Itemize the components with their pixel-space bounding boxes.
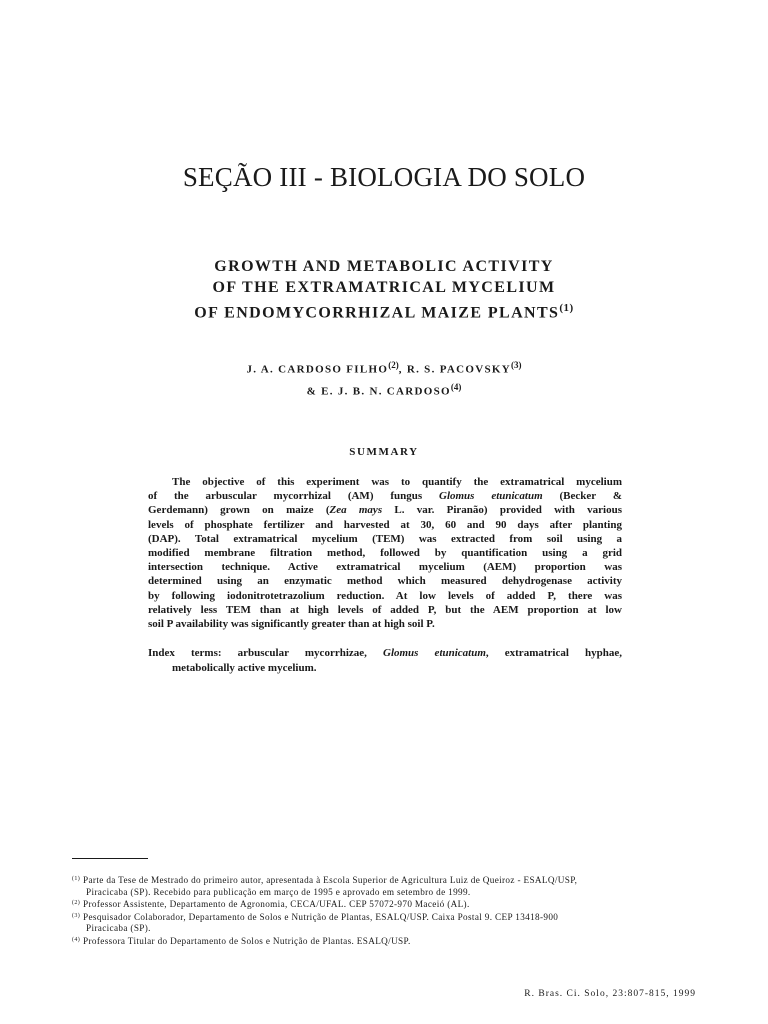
summary-line: (DAP). Total extramatrical mycelium (TEM) was extracted from soil using a bbox=[148, 532, 622, 545]
footnote-2 bbox=[72, 898, 698, 911]
species-name: Glomus etunicatum bbox=[439, 490, 543, 503]
title-line-1: GROWTH AND METABOLIC ACTIVITY bbox=[214, 258, 554, 275]
summary-heading: SUMMARY bbox=[349, 446, 419, 458]
footnote-text-cont: Piracicaba (SP). bbox=[86, 923, 151, 933]
footnote-mark: (1) bbox=[72, 876, 81, 882]
summary-line: levels of phosphate fertilizer and harvested at 30, 60 and 90 days after planting bbox=[148, 518, 622, 531]
footnote-mark: (4) bbox=[72, 936, 81, 943]
summary-text: L. var. Piranão) provided with various bbox=[382, 504, 622, 517]
summary-paragraph bbox=[148, 475, 622, 631]
author-1: J. A. CARDOSO FILHO bbox=[246, 363, 389, 376]
author-2: , R. S. PACOVSKY bbox=[398, 363, 512, 376]
summary-text: of the arbuscular mycorrhizal (AM) fungus bbox=[148, 490, 439, 503]
footnote-4 bbox=[72, 935, 698, 948]
index-terms bbox=[148, 646, 622, 675]
authors-line-2 bbox=[0, 379, 768, 401]
paper-title bbox=[0, 256, 768, 323]
summary-line: modified membrane filtration method, followed by quantification using a grid bbox=[148, 547, 622, 560]
species-name: Zea mays bbox=[329, 504, 383, 517]
summary-text: (Becker & bbox=[542, 490, 622, 503]
title-footnote-ref[interactable]: (1) bbox=[559, 302, 574, 314]
footnote-text-cont: Piracicaba (SP). Recebido para publicação em março de 1995 e aprovado em setembro de 1999. bbox=[86, 886, 471, 897]
summary-line: soil P availability was significantly greater than at high soil P. bbox=[148, 618, 435, 631]
index-terms-text: , extramatrical hyphae, bbox=[485, 647, 622, 659]
footnote-1 bbox=[72, 874, 698, 898]
footnote-text: Professor Assistente, Departamento de Agronomia, CECA/UFAL. CEP 57072-970 Maceió (AL). bbox=[83, 899, 470, 909]
summary-line bbox=[148, 489, 622, 503]
title-line-3-text: OF ENDOMYCORRHIZAL MAIZE PLANTS bbox=[194, 304, 560, 322]
summary-line: The objective of this experiment was to quantify the extramatrical mycelium bbox=[172, 476, 622, 488]
summary-text: Gerdemann) grown on maize ( bbox=[148, 504, 330, 517]
journal-reference: R. Bras. Ci. Solo, 23:807-815, 1999 bbox=[524, 989, 696, 999]
summary-line: relatively less TEM than at high levels of added P, but the AEM proportion at low bbox=[148, 603, 622, 616]
footnote-text: Pesquisador Colaborador, Departamento de Solos e Nutrição de Plantas, ESALQ/USP. Caixa Postal 9. CEP 13418-900 bbox=[83, 911, 559, 922]
footnote-divider bbox=[72, 858, 148, 859]
footnotes bbox=[72, 874, 698, 947]
footnote-text: Parte da Tese de Mestrado do primeiro autor, apresentada à Escola Superior de Agricultura Luiz de Queiroz - ESALQ/USP, bbox=[83, 875, 578, 885]
section-title: SEÇÃO III - BIOLOGIA DO SOLO bbox=[182, 162, 586, 192]
title-line-3 bbox=[0, 298, 768, 323]
authors bbox=[0, 357, 768, 400]
authors-line-1 bbox=[0, 357, 768, 379]
footnote-text: Professora Titular do Departamento de Solos e Nutrição de Plantas. ESALQ/USP. bbox=[83, 935, 411, 946]
footnote-3 bbox=[72, 911, 698, 935]
index-terms-text: Index terms: arbuscular mycorrhizae, bbox=[148, 647, 383, 659]
summary-line: determined using an enzymatic method which measured dehydrogenase activity bbox=[148, 575, 622, 588]
footnote-mark: (2) bbox=[72, 900, 81, 906]
summary-line: intersection technique. Active extramatrical mycelium (AEM) proportion was bbox=[148, 561, 622, 574]
index-terms-line bbox=[148, 646, 622, 661]
species-name: Glomus etunicatum bbox=[383, 647, 486, 659]
author-2-footnote-ref[interactable]: (3) bbox=[511, 360, 522, 370]
author-3: & E. J. B. N. CARDOSO bbox=[306, 385, 451, 398]
title-line-2: OF THE EXTRAMATRICAL MYCELIUM bbox=[212, 279, 556, 296]
author-3-footnote-ref[interactable]: (4) bbox=[450, 381, 462, 392]
index-terms-line: metabolically active mycelium. bbox=[172, 661, 317, 674]
author-1-footnote-ref[interactable]: (2) bbox=[388, 360, 399, 370]
footnote-mark: (3) bbox=[72, 912, 81, 919]
summary-line bbox=[148, 503, 622, 517]
summary-line: by following iodonitrotetrazolium reduction. At low levels of added P, there was bbox=[148, 589, 622, 602]
